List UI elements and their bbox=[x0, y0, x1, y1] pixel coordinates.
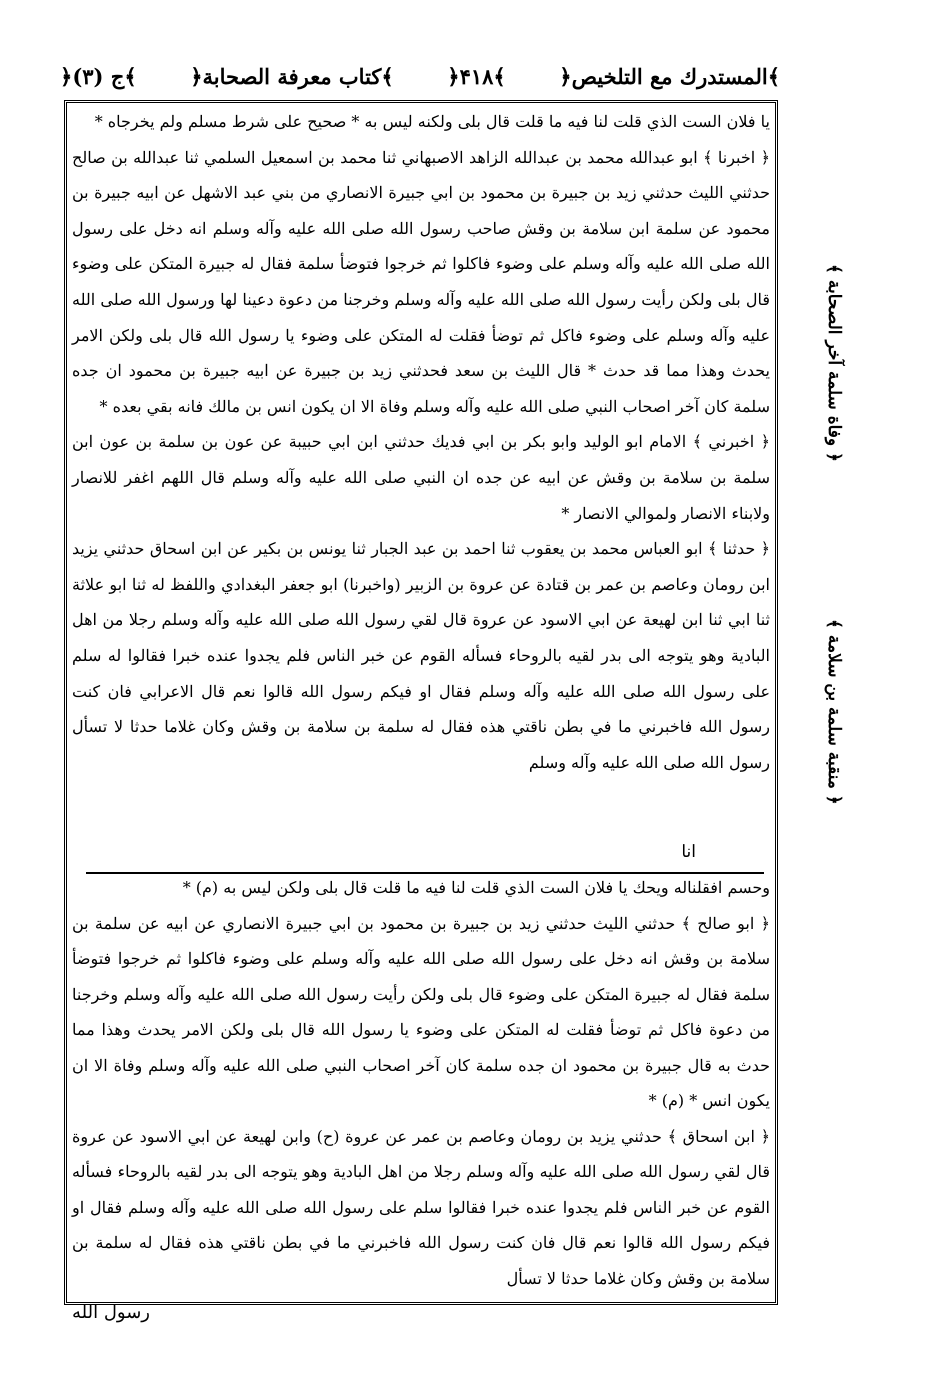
main-text bbox=[72, 104, 770, 780]
running-header bbox=[60, 56, 780, 96]
talkhis-text bbox=[72, 870, 770, 1296]
book-section: ﴿كتاب معرفة الصحابة﴾ bbox=[190, 63, 394, 89]
talkhis-paragraph: ﴿ ابو صالح ﴾ حدثني الليث حدثني زيد بن جبيرة بن محمود بن ابي جبيرة الانصاري عن ابيه عن سلمة بن سلامة بن وقش انه دخل على رسول الله صلى الله عليه وآله وسلم على وضوء فاكلوا ثم خرجوا فتوضأ سلمة فقال له جبيرة المتكن على وضوء قال بلى ولكن رأيت رسول الله صلى الله عليه وآله وسلم وخرجنا من دعوة فاكل ثم توضأ فقلت له المتكن على وضوء يا رسول الله قال بلى ولكن الامر يحدث وهذا مما حدث به قال جبيرة بن محمود ان جده سلمة كان آخر اصحاب النبي صلى الله عليه وآله وسلم وفاة الا ان يكون انس * (م) * bbox=[72, 913, 771, 1110]
main-paragraph: يا فلان الست الذي قلت لنا فيه ما قلت قال بلى ولكنه ليس به * صحيح على شرط مسلم ولم يخرجاه * bbox=[94, 112, 770, 131]
volume-number: ﴿ج (۳)﴾ bbox=[60, 63, 137, 89]
main-paragraph: ﴿ حدثنا ﴾ ابو العباس محمد بن يعقوب ثنا احمد بن عبد الجبار ثنا يونس بن بكير عن ابن اسحاق حدثني يزيد ابن رومان وعاصم بن عمر بن قتادة عن عروة بن الزبير (واخبرنا) ابو جعفر البغدادي واللفظ له ثنا ابو علاثة ثنا ابي ثنا ابن لهيعة عن ابي الاسود عن عروة قال لقي رسول الله صلى الله عليه وآله وسلم رجلا من اهل البادية وهو يتوجه الى بدر لقيه بالروحاء فسأله القوم عن خبر الناس فلم يجدوا عنده خبرا فقالوا له سلم على رسول الله صلى الله عليه وآله وسلم فقال او فيكم رسول الله قالوا نعم قال الاعرابي فان كنت رسول الله فاخبرني ما في بطن ناقتي هذه فقال له سلمة بن سلامة بن وقش وكان غلاما حدثا لا تسأل رسول الله صلى الله عليه وآله وسلم bbox=[72, 539, 771, 772]
catchword: رسول الله bbox=[72, 1302, 150, 1323]
catchword-main: انا bbox=[681, 842, 696, 862]
main-paragraph: ﴿ اخبرنا ﴾ ابو عبدالله محمد بن عبدالله الزاهد الاصبهاني ثنا محمد بن اسمعيل السلمي ثنا عبدالله بن صالح حدثني الليث حدثني زيد بن جبيرة بن محمود بن ابي جبيرة الانصاري من بني عبد الاشهل عن ابيه جبيرة بن محمود عن سلمة ابن سلامة بن وقش صاحب رسول الله صلى الله عليه وآله وسلم انه دخل على رسول الله صلى الله عليه وآله وسلم على وضوء فاكلوا ثم خرجوا فتوضأ سلمة فقال له جبيرة المتكن على وضوء قال بلى ولكن رأيت رسول الله صلى الله عليه وآله وسلم وخرجنا من دعوة دعينا لها ورسول الله صلى الله عليه وآله وسلم على وضوء فاكل ثم توضأ فقلت له المتكن على وضوء يا رسول الله قال بلى ولكن الامر يحدث وهذا مما قد حدث * قال الليث بن سعد فحدثني زيد بن جبيرة عن ابيه جبيرة بن محمود ان جده سلمة كان آخر اصحاب النبي صلى الله عليه وآله وسلم وفاة الا ان يكون انس بن مالك فانه بقي بعده * bbox=[72, 147, 771, 416]
talkhis-paragraph: ﴿ ابن اسحاق ﴾ حدثني يزيد بن رومان وعاصم بن عمر عن عروة (ح) وابن لهيعة عن ابي الاسود عن عروة قال لقي رسول الله صلى الله عليه وآله وسلم رجلا من اهل البادية وهو يتوجه الى بدر لقيه بالروحاء فسأله القوم عن خبر الناس فلم يجدوا عنده خبرا فقالوا سلم على رسول الله صلى الله عليه وآله وسلم فقال او فيكم رسول الله قالوا نعم قال فان كنت رسول الله فاخبرني ما في بطن ناقتي هذه فقال له سلمة بن سلامة بن وقش وكان غلاما حدثا لا تسأل bbox=[72, 1126, 771, 1288]
talkhis-paragraph: وحسم افقلناله ويحك يا فلان الست الذي قلت لنا فيه ما قلت قال بلى ولكن ليس به (م) * bbox=[182, 878, 770, 897]
running-title: ﴿المستدرك مع التلخيص﴾ bbox=[559, 63, 780, 89]
margin-note: ﴿ منقبة سلمة بن سلامة ﴾ bbox=[824, 619, 844, 805]
main-paragraph: ﴿ اخبرني ﴾ الامام ابو الوليد وابو بكر بن ابي فديك حدثني ابن ابي حبيبة عن عون بن سلمة بن عون ابن سلمة بن سلامة بن وقش عن ابيه عن جده ان النبي صلى الله عليه وآله وسلم قال اللهم اغفر للانصار ولابناء الانصار ولموالي الانصار * bbox=[72, 432, 770, 523]
page-number: ﴿۴۱۸﴾ bbox=[447, 63, 506, 89]
margin-note: ﴿ وفاة سلمة آخر الصحابة ﴾ bbox=[824, 263, 844, 462]
